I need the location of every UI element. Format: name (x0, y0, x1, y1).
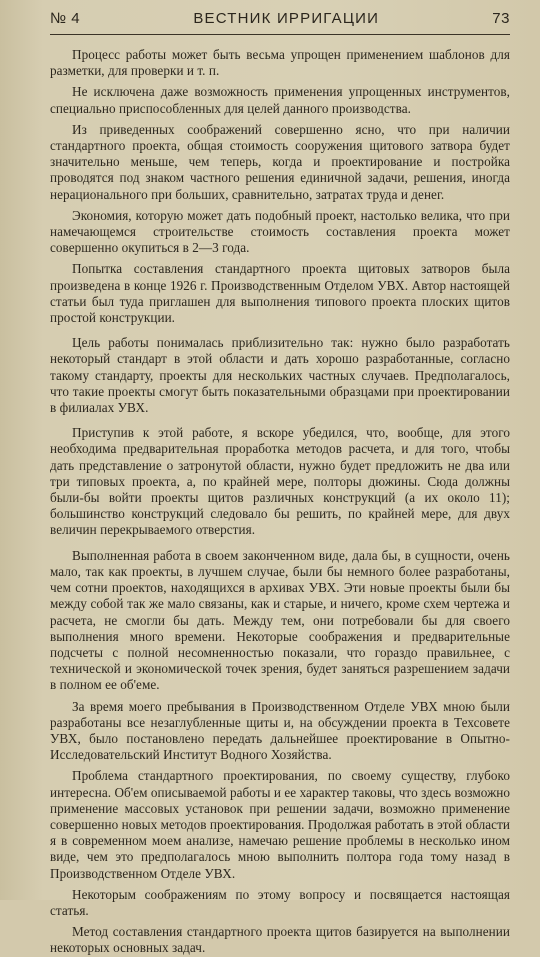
paragraph: Экономия, которую может дать подобный проект, настолько велика, что при намечающемся строительстве стоимость составления проекта может совершенно окупиться в 2—3 года. (50, 207, 510, 256)
paragraph: Метод составления стандартного проекта щитов базируется на выполнении некоторых основных задач. (50, 924, 510, 956)
running-header (50, 10, 510, 32)
issue-number: № 4 (50, 10, 81, 27)
paragraph: Попытка составления стандартного проекта щитовых затворов была произведена в конце 1926 г. Производственным Отделом УВХ. Автор настоящей статьи был туда приглашен для выполнения типового проекта плоских щитов простой конструкции. (50, 261, 510, 326)
header-rule (50, 34, 510, 35)
paragraph: За время моего пребывания в Производственном Отделе УВХ мною были разработаны все незаглубленные щиты и, на обсуждении проекта в Техсовете УВХ, было постановлено передать дальнейшее проектирование в Опытно-Исследовательский Институт Водного Хозяйства. (50, 698, 510, 763)
paragraph: Не исключена даже возможность применения упрощенных инструментов, специально приспособленных для целей данного производства. (50, 84, 510, 116)
paragraph: Приступив к этой работе, я вскоре убедился, что, вообще, для этого необходима предварительная проработка методов расчета, и для того, чтобы дать представление о затронутой области, нужно будет предложить не два или три типовых проекта, а, по крайней мере, полторы дюжины. Сюда должны были-бы войти проекты щитов различных конструкций (а их около 11); большинство конструкций следовало бы решить, по крайней мере, для двух величин перекрываемого отверстия. (50, 425, 510, 538)
journal-title: ВЕСТНИК ИРРИГАЦИИ (193, 10, 380, 27)
page-number: 73 (492, 10, 510, 27)
paragraph: Некоторым соображениям по этому вопросу и посвящается настоящая статья. (50, 886, 510, 918)
article-body (50, 47, 510, 957)
paragraph: Процесс работы может быть весьма упрощен применением шаблонов для разметки, для проверки и т. п. (50, 47, 510, 79)
paragraph: Выполненная работа в своем законченном виде, дала бы, в сущности, очень мало, так как проекты, в лучшем случае, были бы немного более разработаны, чем сотни проектов, находящихся в архивах УВХ. Эти новые проекты были бы между собой так же мало связаны, как и старые, и ничего, кроме схем чертежа и расчета, не смогли бы дать. Между тем, они потребовали бы для своего выполнения много времени. Некоторые соображения и предварительные подсчеты с полной несомненностью показали, что гораздо правильнее, с технической и экономической точек зрения, будет заняться разрешением задачи в полном ее об'еме. (50, 547, 510, 693)
paragraph: Проблема стандартного проектирования, по своему существу, глубоко интересна. Об'ем описываемой работы и ее характер таковы, что здесь возможно применение массовых установок при решении задачи, возможно применение совершенно новых методов проектирования. Продолжая работать в этой области я в современном моем анализе, намечаю решение проблемы в несколько ином виде, чем это предполагалось мною выполнить полтора года тому назад в Производственном Отделе УВХ. (50, 768, 510, 881)
paragraph: Из приведенных соображений совершенно ясно, что при наличии стандартного проекта, общая стоимость сооружения щитового затвора будет значительно меньше, чем теперь, когда и проектирование и постройка проводятся под знаком частного решения единичной задачи, решения, иногда нерационального при больших, сравнительно, затратах труда и денег. (50, 121, 510, 202)
paragraph: Цель работы понималась приблизительно так: нужно было разработать некоторый стандарт в этой области и дать хорошо разработанные, согласно такому стандарту, проекты для нескольких частных случаев. Предполагалось, что такие проекты смогут быть показательными образцами при проектировании в филиалах УВХ. (50, 335, 510, 416)
